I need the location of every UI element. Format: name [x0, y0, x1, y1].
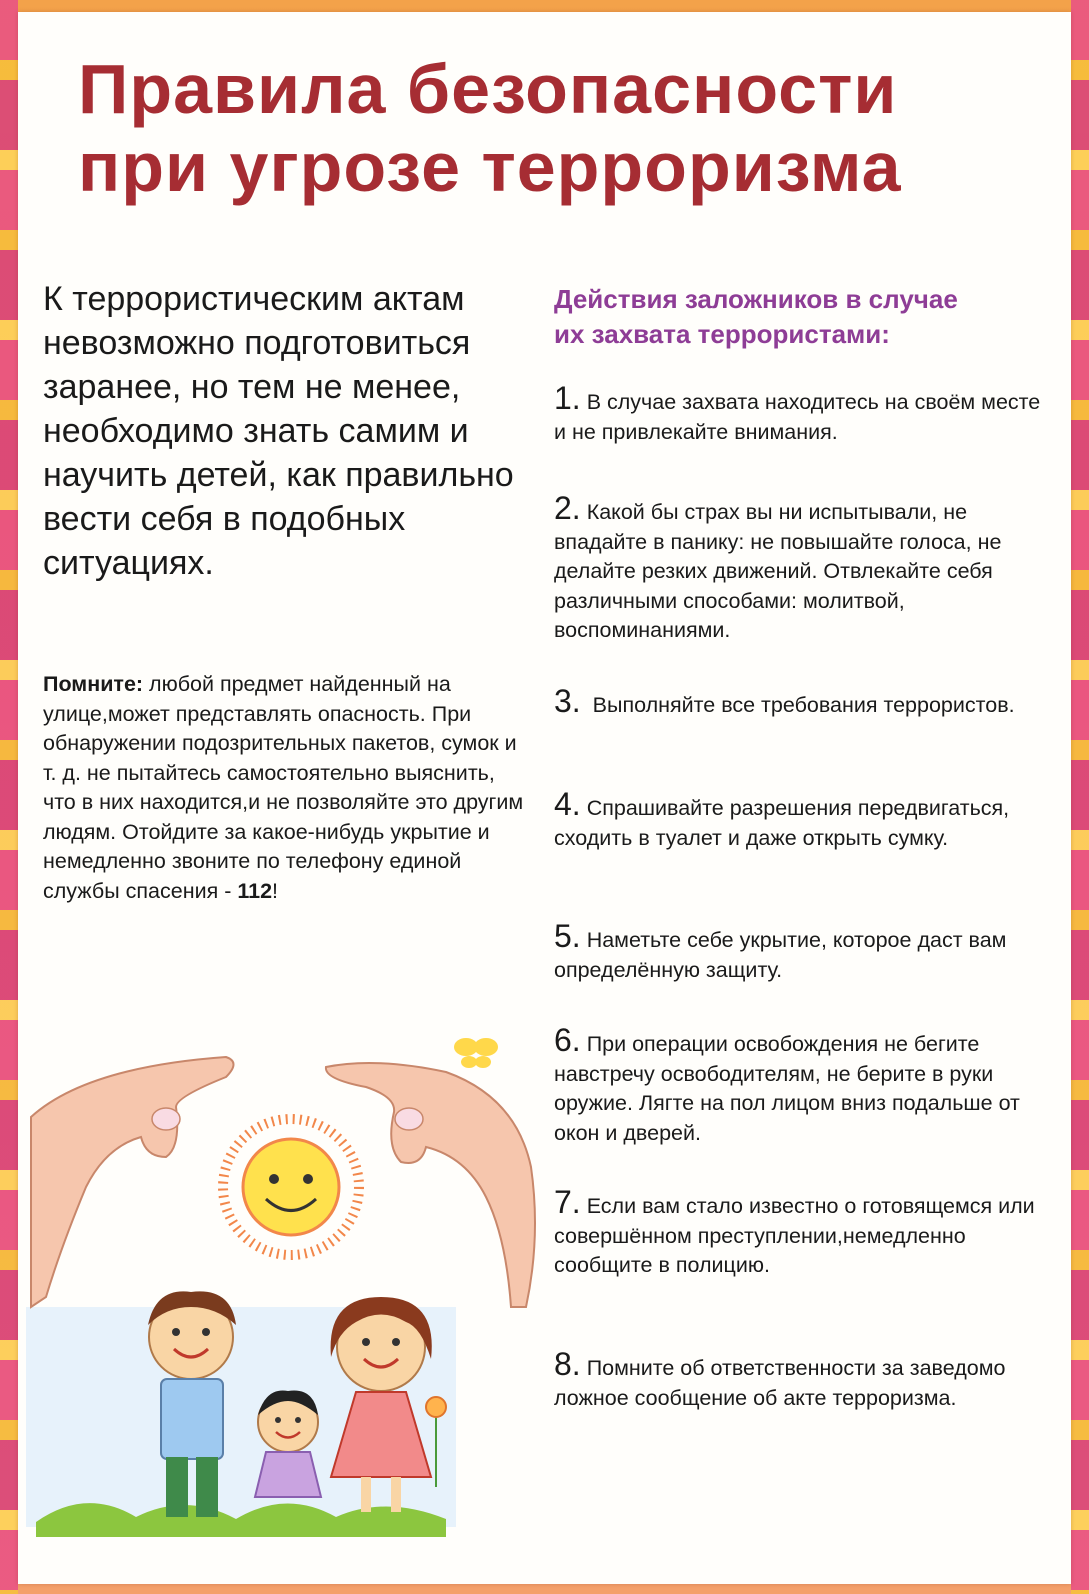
rule-number: 1.: [554, 380, 581, 416]
rule-text: Выполняйте все требования террористов.: [586, 693, 1015, 717]
left-decorative-border: [0, 0, 18, 1594]
actions-heading-line-1: Действия заложников в случае: [554, 284, 958, 314]
rule-item-8: [554, 1346, 1054, 1413]
rule-number: 8.: [554, 1346, 581, 1382]
rule-item-6: [554, 1022, 1054, 1148]
right-decorative-border: [1071, 0, 1089, 1594]
rule-number: 2.: [554, 490, 581, 526]
rule-text: Наметьте себе укрытие, которое даст вам определённую защиту.: [554, 928, 1007, 982]
hands-sun-family-illustration: [26, 1007, 536, 1547]
rule-item-4: [554, 786, 1054, 853]
emergency-number: 112: [237, 878, 273, 903]
rule-item-3: [554, 683, 1054, 721]
right-hand: [326, 1063, 535, 1307]
butterfly-icon: [454, 1038, 498, 1068]
actions-heading: [554, 282, 1054, 352]
rule-number: 3.: [554, 683, 581, 719]
rule-text: Какой бы страх вы ни испытывали, не впадайте в панику: не повышайте голоса, не делайте резких движений. Отвлекайте себя различными способами: молитвой, воспоминаниями.: [554, 500, 1002, 642]
rule-text: При операции освобождения не бегите навстречу освободителям, не берите в руки оружие. Лягте на пол лицом вниз подальше от окон и дверей.: [554, 1032, 1020, 1145]
poster-panel: [18, 12, 1071, 1584]
poster-title: [78, 50, 978, 206]
remember-text: любой предмет найденный на улице,может представлять опасность. При обнаружении подозрительных пакетов, сумок и т. д. не пытайтесь самостоятельно выяснить, что в них находится,и не позволяйте это другим людям. Отойдите за какое-нибудь укрытие и немедленно звоните по телефону единой службы спасения -: [43, 672, 524, 903]
sun: [223, 1119, 359, 1255]
rule-text: Если вам стало известно о готовящемся или совершённом преступлении,немедленно сообщите в полицию.: [554, 1194, 1035, 1277]
rule-text: Спрашивайте разрешения передвигаться, сходить в туалет и даже открыть сумку.: [554, 796, 1010, 850]
title-line-1: Правила безопасности: [78, 50, 898, 128]
remember-note: [43, 670, 533, 906]
remember-end: !: [272, 878, 279, 903]
rule-number: 7.: [554, 1184, 581, 1220]
remember-label: Помните:: [43, 672, 144, 696]
rule-item-7: [554, 1184, 1054, 1281]
rule-item-1: [554, 380, 1054, 447]
rule-text: В случае захвата находитесь на своём месте и не привлекайте внимания.: [554, 390, 1041, 444]
title-line-2: при угрозе терроризма: [78, 128, 902, 206]
rule-number: 5.: [554, 918, 581, 954]
rule-item-5: [554, 918, 1054, 985]
rule-text: Помните об ответственности за заведомо ложное сообщение об акте терроризма.: [554, 1356, 1006, 1410]
rule-item-2: [554, 490, 1054, 646]
rule-number: 6.: [554, 1022, 581, 1058]
intro-text: К террористическим актам невозможно подготовиться заранее, но тем не менее, необходимо знать самим и научить детей, как правильно вести себя в подобных ситуациях.: [43, 280, 514, 582]
left-hand: [31, 1057, 234, 1307]
rule-number: 4.: [554, 786, 581, 822]
actions-heading-line-2: их захвата террористами:: [554, 319, 890, 349]
